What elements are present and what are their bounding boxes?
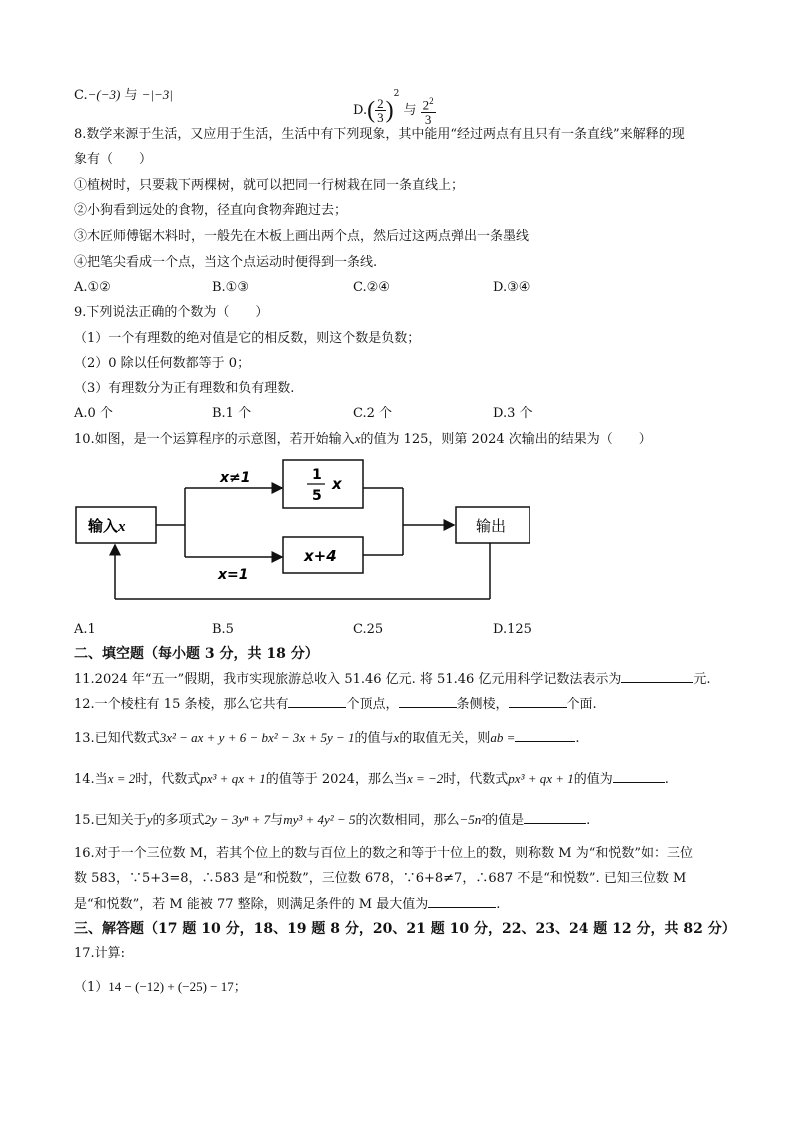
math-expression: 14 − (−12) + (−25) − 17 xyxy=(108,979,234,994)
q15 xyxy=(74,811,590,830)
math-expression: −|−3| xyxy=(141,87,173,102)
math-expression: x = 2 xyxy=(107,771,136,786)
operation-top-variable: x xyxy=(332,475,342,493)
left-paren: ( xyxy=(367,97,376,124)
operation-top-numerator: 1 xyxy=(312,467,322,483)
q7-option-d xyxy=(353,76,436,129)
connector-text: 与 xyxy=(124,88,138,103)
q11 xyxy=(74,670,711,689)
numerator xyxy=(421,95,436,112)
q9-stem: 9.下列说法正确的个数为（ ） xyxy=(74,305,269,320)
input-label: 输入x xyxy=(88,517,126,535)
math-expression: px³ + qx + 1 xyxy=(200,771,266,786)
answer-blank[interactable] xyxy=(288,695,346,708)
stem-text: 的取值无关，则 xyxy=(399,731,491,746)
stem-text: 个顶点， xyxy=(346,697,399,712)
q9-item-1: （1）一个有理数的绝对值是它的相反数，则这个数是负数； xyxy=(74,331,421,346)
q8-option-c: C.②④ xyxy=(353,280,390,295)
connector-text: 与 xyxy=(403,103,417,118)
stem-text: 11.2024 年“五一”假期，我市实现旅游总收入 51.46 亿元. 将 51.46 亿元用科学记数法表示为 xyxy=(74,672,622,687)
q10-option-a: A.1 xyxy=(74,622,96,637)
variable: x xyxy=(393,730,400,745)
answer-blank[interactable] xyxy=(399,695,457,708)
stem-text: 个面. xyxy=(566,697,597,712)
stem-text: 10.如图，是一个运算程序的示意图，若开始输入 xyxy=(74,432,355,447)
math-expression: x = −2 xyxy=(406,771,444,786)
q17-stem: 17.计算: xyxy=(74,946,126,961)
stem-text: 条侧棱， xyxy=(456,697,509,712)
q13 xyxy=(74,729,580,748)
q8-stem: 8.数学来源于生活，又应用于生活，生活中有下列现象，其中能用“经过两点有且只有一条直线”来解释的现 xyxy=(74,127,685,142)
answer-blank[interactable] xyxy=(515,729,575,742)
stem-text: ； xyxy=(233,980,247,995)
option-label: D. xyxy=(353,103,368,118)
right-paren: ) xyxy=(385,97,394,124)
section-title-solutions: 三、解答题（17 题 10 分，18、19 题 8 分，20、21 题 10 分，22、23、24 题 12 分，共 82 分） xyxy=(74,921,736,937)
q8-item-1: ①植树时，只要栽下两棵树，就可以把同一行树栽在同一条直线上； xyxy=(74,178,465,193)
q9-option-b: B.1 个 xyxy=(212,406,252,421)
exponent: 2 xyxy=(429,96,434,107)
q10-option-c: C.25 xyxy=(353,622,384,637)
q10-option-d: D.125 xyxy=(493,622,532,637)
math-expression: px³ + qx + 1 xyxy=(508,771,574,786)
q9-item-2: （2）0 除以任何数都等于 0； xyxy=(74,356,251,371)
part-label: （1） xyxy=(74,980,109,995)
flowchart-diagram xyxy=(70,455,530,605)
q8-stem-cont: 象有（ ） xyxy=(74,152,153,167)
stem-text: 14.当 xyxy=(74,772,108,787)
q9-option-d: D.3 个 xyxy=(493,406,533,421)
q10-option-b: B.5 xyxy=(212,622,234,637)
stem-text: 12.一个棱柱有 15 条棱，那么它共有 xyxy=(74,697,289,712)
stem-text: . xyxy=(586,813,591,828)
q8-item-4: ④把笔尖看成一个点，当这个点运动时便得到一条线. xyxy=(74,255,378,270)
variable: y xyxy=(146,812,153,827)
exponent: 2 xyxy=(393,89,400,99)
stem-text: 的值为 xyxy=(573,772,613,787)
stem-text: 15.已知关于 xyxy=(74,813,147,828)
q7-option-c xyxy=(74,86,173,105)
operation-top-denominator: 5 xyxy=(312,488,322,504)
math-expression: ab = xyxy=(490,730,516,745)
math-expression: my³ + 4y² − 5 xyxy=(283,812,356,827)
q14 xyxy=(74,770,669,789)
condition-bottom: x=1 xyxy=(218,567,249,583)
q16-line-1: 16.对于一个三位数 M，若其个位上的数与百位上的数之和等于十位上的数，则称数 M 为“和悦数”如：三位 xyxy=(74,846,693,861)
math-expression: −5n² xyxy=(459,812,486,827)
option-label: C. xyxy=(74,88,88,103)
stem-text: 的值等于 2024，那么当 xyxy=(265,772,407,787)
stem-text: . xyxy=(664,772,669,787)
stem-text: 元. xyxy=(693,672,711,687)
q16-line-2: 数 583，∵5+3=8，∴583 是“和悦数”，三位数 678，∵6+8≠7，∴687 不是“和悦数”. 已知三位数 M xyxy=(74,871,687,886)
q16-line-3 xyxy=(74,895,500,914)
answer-blank[interactable] xyxy=(613,770,665,783)
section-title-fill-in: 二、填空题（每小题 3 分，共 18 分） xyxy=(74,646,319,662)
fraction xyxy=(375,97,386,124)
math-expression: 2y − 3yⁿ + 7 xyxy=(204,812,271,827)
answer-blank[interactable] xyxy=(621,670,693,683)
q8-option-a: A.①② xyxy=(74,280,111,295)
denominator: 3 xyxy=(377,110,384,125)
q9-option-a: A.0 个 xyxy=(74,406,113,421)
math-expression: 3x² − ax + y + 6 − bx² − 3x + 5y − 1 xyxy=(159,730,355,745)
q12 xyxy=(74,695,597,714)
q8-option-d: D.③④ xyxy=(493,280,531,295)
stem-text: 的多项式 xyxy=(152,813,205,828)
q9-option-c: C.2 个 xyxy=(353,406,393,421)
operation-bottom: x+4 xyxy=(304,547,337,565)
stem-text: 时，代数式 xyxy=(443,772,509,787)
variable: x xyxy=(354,431,361,446)
stem-text: 是“和悦数”，若 M 能被 77 整除，则满足条件的 M 最大值为 xyxy=(74,897,429,912)
answer-blank[interactable] xyxy=(524,811,586,824)
stem-text: . xyxy=(575,731,580,746)
numerator: 2 xyxy=(377,96,384,111)
base: 2 xyxy=(422,97,430,113)
q8-option-b: B.①③ xyxy=(212,280,249,295)
fraction xyxy=(421,95,436,125)
q8-item-3: ③木匠师傅锯木料时，一般先在木板上画出两个点，然后过这两点弹出一条墨线 xyxy=(74,229,530,244)
stem-text: 的值是 xyxy=(485,813,525,828)
q8-item-2: ②小狗看到远处的食物，径直向食物奔跑过去； xyxy=(74,203,348,218)
answer-blank[interactable] xyxy=(509,695,567,708)
output-label: 输出 xyxy=(476,517,507,535)
denominator: 3 xyxy=(424,111,432,127)
stem-text: . xyxy=(496,897,501,912)
q9-item-3: （3）有理数分为正有理数和负有理数. xyxy=(74,381,295,396)
q17-part-1 xyxy=(74,978,247,997)
stem-text: 的次数相同，那么 xyxy=(355,813,460,828)
q10-stem xyxy=(74,430,652,449)
stem-text: 与 xyxy=(270,813,284,828)
stem-text: 的值为 125，则第 2024 次输出的结果为（ ） xyxy=(360,432,652,447)
stem-text: 的值与 xyxy=(354,731,394,746)
stem-text: 时，代数式 xyxy=(135,772,201,787)
answer-blank[interactable] xyxy=(428,895,496,908)
condition-top: x≠1 xyxy=(220,470,251,486)
stem-text: 13.已知代数式 xyxy=(74,731,160,746)
math-expression: −(−3) xyxy=(87,87,121,102)
